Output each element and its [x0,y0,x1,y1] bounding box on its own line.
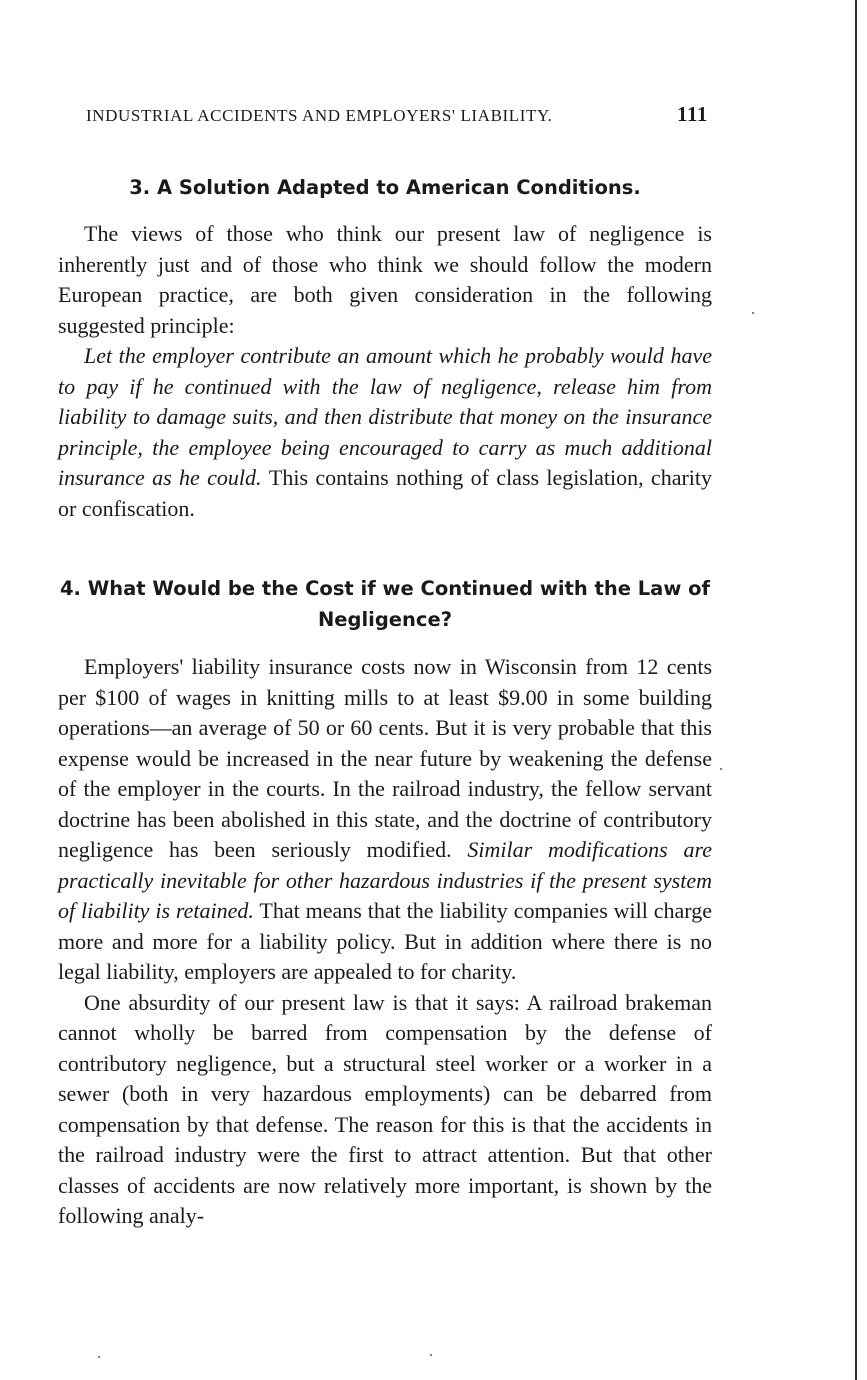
print-speck [752,312,754,314]
book-page [58,100,712,1232]
principle-text: Let the employer contribute an amount which he probably would have to pay if he continued with the law of negligence, release him from liability to damage suits, and then distribute that money on the insurance principle, the employee being encouraged to carry as much additional insurance as he could. [58,343,712,490]
print-speck [98,1356,100,1358]
principle-paragraph [58,341,712,524]
paragraph: One absurdity of our present law is that it says: A railroad brakeman cannot wholly be barred from compensation by the defense of contributory negligence, but a structural steel worker or a worker in a sewer (both in very hazardous employments) can be debarred from compensation by that defense. The reason for this is that the accidents in the railroad industry were the first to attract attention. But that other classes of accidents are now relatively more important, is shown by the following analy- [58,989,712,1228]
print-speck [430,1354,432,1356]
section-heading-4: 4. What Would be the Cost if we Continued with the Law of Negligence? [59,577,711,631]
section-heading-3: 3. A Solution Adapted to American Conditions. [129,176,641,199]
running-head-title: INDUSTRIAL ACCIDENTS AND EMPLOYERS' LIABILITY. [86,106,553,125]
paragraph: The views of those who think our present law of negligence is inherently just and of those who think we should follow the modern European practice, are both given consideration in the following suggested principle: [58,221,712,338]
paragraph-text: That means that the liability companies will charge more and more for a liability policy. But in addition where there is no legal liability, employers are appealed to for charity. [58,898,712,984]
page-edge-rule [855,0,857,1380]
print-speck [720,768,722,770]
emphasis-text: Similar modifications are practically inevitable for other hazardous industries if the present system of liability is retained. [58,837,713,923]
paragraph: This contains nothing of class legislation, charity or confiscation. [58,465,713,521]
running-head [58,100,712,132]
paragraph-text: Employers' liability insurance costs now in Wisconsin from 12 cents per $100 of wages in knitting mills to at least $9.00 in some building operations—an average of 50 or 60 cents. But it is very probable that this expense would be increased in the near future by weakening the defense of the employer in the courts. In the railroad industry, the fellow servant doctrine has been abolished in this state, and the doctrine of contributory negligence has been seriously modified. [58,654,712,862]
paragraph [58,652,712,988]
page-number: 111 [677,102,708,126]
